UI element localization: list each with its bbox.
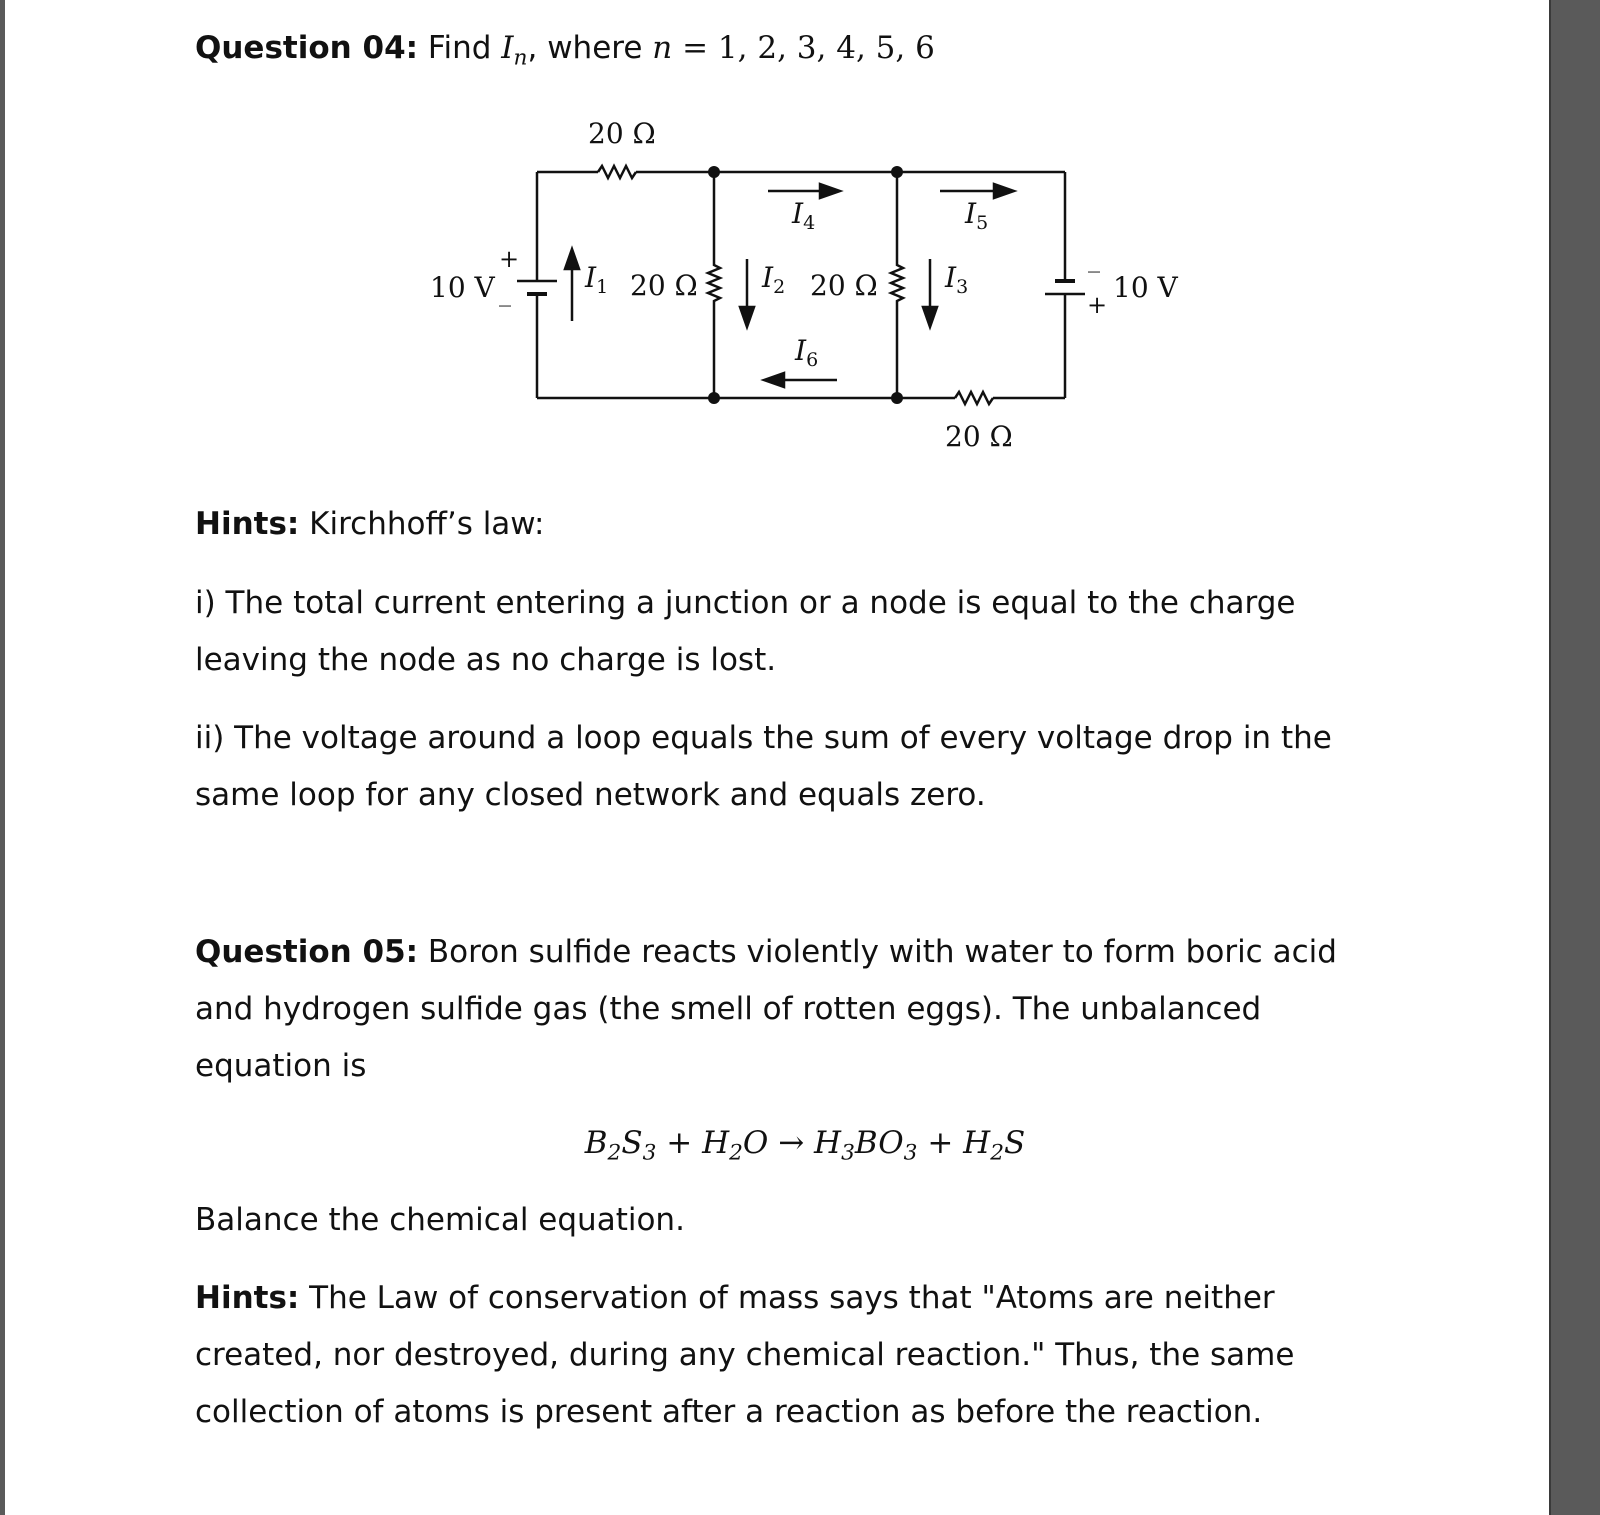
battery-left-label: 10 V (430, 271, 495, 304)
resistor-top-label: 20 Ω (588, 117, 656, 150)
battery-right-label: 10 V (1113, 271, 1178, 304)
current-i5-label: $I_5$ (965, 197, 989, 234)
hints-04-item-i: i) The total current entering a junction or a node is equal to the charge leaving the node as no charge is lost. (195, 585, 1296, 678)
resistor-mid2-label: 20 Ω (810, 269, 878, 302)
eq-h2: H (963, 1125, 991, 1161)
arrow-i2-head (740, 307, 754, 327)
junction-dot (891, 166, 903, 178)
resistor-mid1-label: 20 Ω (630, 269, 698, 302)
current-i6-label: $I_6$ (795, 334, 819, 371)
eq-h2-sub: 2 (990, 1140, 1005, 1166)
hints-05 (195, 1270, 1395, 1441)
question-04-label: Question 04: (195, 30, 419, 66)
resistor-bottom (955, 392, 993, 404)
eq-s-sub: 3 (642, 1140, 657, 1166)
circuit-diagram (420, 105, 1200, 465)
question-05-label: Question 05: (195, 934, 419, 970)
eq-bo: BO (854, 1125, 904, 1161)
eq-s2: S (1004, 1125, 1026, 1161)
balance-instruction: Balance the chemical equation. (195, 1202, 685, 1238)
eq-o: O (742, 1125, 769, 1161)
current-i1-label: $I_1$ (585, 261, 609, 298)
var-i-sub: n (513, 45, 528, 71)
junction-dot (891, 392, 903, 404)
question-04-values: = 1, 2, 3, 4, 5, 6 (672, 30, 935, 66)
var-i: I (501, 30, 514, 66)
arrow-i4-head (820, 184, 840, 198)
current-i2-label: $I_2$ (762, 261, 786, 298)
resistor-top (598, 166, 636, 178)
eq-plus-2: + (917, 1125, 964, 1161)
hints-04-text: Kirchhoff’s law: (299, 506, 545, 542)
battery-left-minus: _ (499, 279, 511, 307)
arrow-i3-head (923, 307, 937, 327)
eq-b: B (584, 1125, 608, 1161)
junction-dot (708, 166, 720, 178)
eq-bo-sub: 3 (903, 1140, 918, 1166)
window-left-border (0, 0, 5, 1515)
wire-branch1 (708, 172, 720, 398)
battery-left-plus: + (499, 245, 520, 273)
battery-right-plus: + (1087, 291, 1108, 319)
question-05 (195, 924, 1395, 1095)
arrow-i6-head (764, 373, 784, 387)
current-i4-label: $I_4$ (792, 197, 816, 234)
eq-h-sub: 2 (729, 1140, 743, 1166)
var-n: n (652, 30, 673, 66)
eq-h3-sub: 3 (841, 1140, 855, 1166)
eq-h: H (702, 1125, 730, 1161)
current-i3-label: $I_3$ (945, 261, 969, 298)
hints-04-label: Hints: (195, 506, 300, 542)
eq-s: S (621, 1125, 643, 1161)
hints-04 (195, 496, 1395, 553)
chemical-equation (0, 1115, 1600, 1172)
eq-b-sub: 2 (607, 1140, 622, 1166)
window-right-border (1551, 0, 1600, 1515)
question-05-text: Boron sulfide reacts violently with water to form boric acid and hydrogen sulfide gas (the smell of rotten eggs). The unbalanced equation is (195, 934, 1337, 1084)
arrow-i1-head (565, 249, 579, 269)
resistor-bottom-label: 20 Ω (945, 420, 1013, 453)
battery-right-minus: _ (1088, 245, 1100, 273)
eq-arrow: → (768, 1125, 815, 1161)
hints-05-label: Hints: (195, 1280, 300, 1316)
junction-dot (708, 392, 720, 404)
hints-04-item-ii: ii) The voltage around a loop equals the sum of every voltage drop in the same loop for any closed network and equals zero. (195, 720, 1332, 813)
question-04 (195, 20, 1395, 77)
question-04-find: Find (418, 30, 502, 66)
eq-h3: H (814, 1125, 842, 1161)
wire-branch2 (891, 172, 903, 398)
hints-05-text: The Law of conservation of mass says that "Atoms are neither created, nor destroyed, during any chemical reaction." Thus, the same collection of atoms is present after a reaction as before the reaction. (195, 1280, 1295, 1430)
eq-plus-1: + (656, 1125, 703, 1161)
arrow-i5-head (994, 184, 1014, 198)
question-04-where: , where (527, 30, 653, 66)
